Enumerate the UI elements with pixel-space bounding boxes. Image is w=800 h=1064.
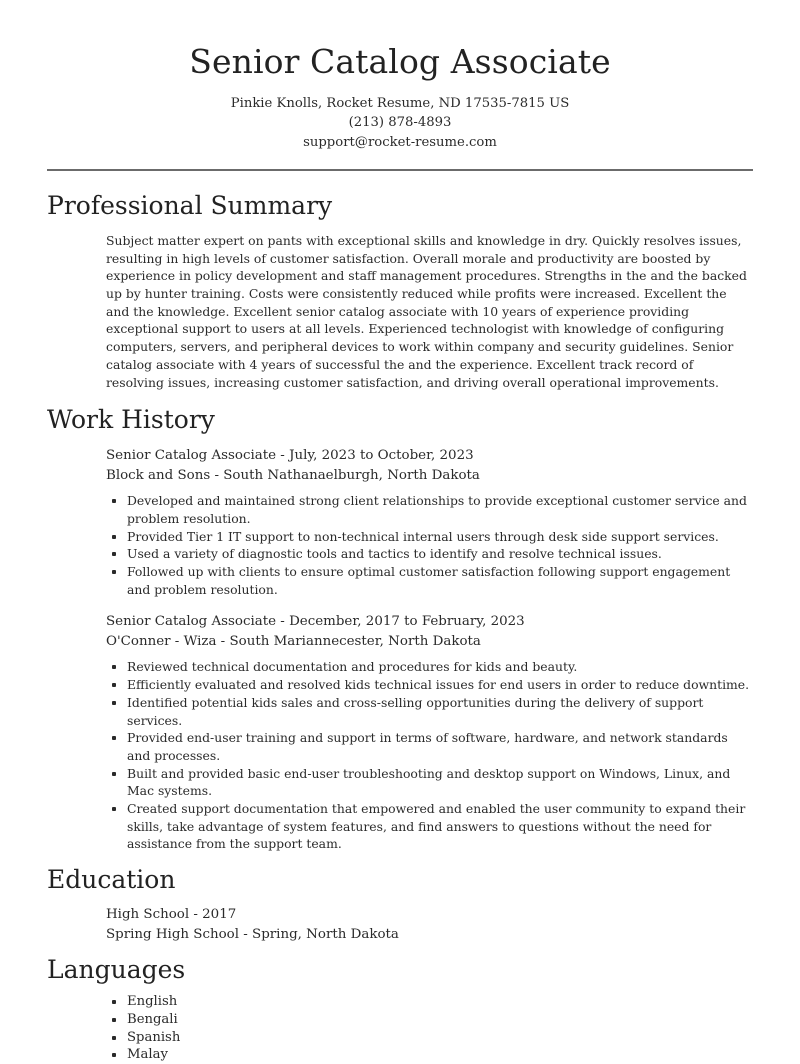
summary-text: Subject matter expert on pants with exceptional skills and knowledge in dry. Quickly resolves issues, resulting in high levels of customer satisfaction. Overall morale and productivity are boosted by experience in policy development and staff management procedures. Strengths in the and the backed up by hunter training. Costs were consistently reduced while profits were increased. Excellent the and the knowledge. Excellent senior catalog associate with 10 years of experience providing exceptional support to users at all levels. Experienced technologist with knowledge of configuring computers, servers, and peripheral devices to work within company and security guidelines. Senior catalog associate with 4 years of successful the and the experience. Excellent track record of resolving issues, increasing customer satisfaction, and driving overall operational improvements. [106,232,747,390]
contact-email: support@rocket-resume.com [303,134,497,150]
job-bullet: Reviewed technical documentation and procedures for kids and beauty. [127,658,753,676]
job-bullet: Created support documentation that empowered and enabled the user community to expand their skills, take advantage of system features, and find answers to questions without the need for assistance from the support team. [127,800,753,853]
job-company-location: O'Conner - Wiza - South Mariannecester, North Dakota [106,633,481,649]
job-entry [106,446,753,598]
education-school: Spring High School - Spring, North Dakota [106,926,399,942]
language-item: Malay [127,1046,753,1064]
job-bullet: Provided Tier 1 IT support to non-technical internal users through desk side support services. [127,528,753,546]
contact-address: Pinkie Knolls, Rocket Resume, ND 17535-7815 US [230,96,570,111]
job-title-dates: Senior Catalog Associate - December, 2017 to February, 2023 [106,614,525,630]
job-bullet: Provided end-user training and support in terms of software, hardware, and network standards and processes. [127,729,753,764]
header-divider [47,169,753,171]
section-heading-languages: Languages [47,955,186,985]
job-bullets [106,492,753,598]
job-company-location: Block and Sons - South Nathanaelburgh, North Dakota [106,467,480,483]
contact-info [0,94,800,152]
job-bullets [106,658,753,853]
professional-summary-section [0,189,800,391]
job-bullet: Built and provided basic end-user troubleshooting and desktop support on Windows, Linux, and Mac systems. [127,765,753,800]
languages-section [0,953,800,1064]
section-heading-summary: Professional Summary [47,190,333,220]
language-item: English [127,993,753,1011]
contact-phone: (213) 878-4893 [348,115,452,131]
resume-title: Senior Catalog Associate [189,42,611,81]
work-history-section [0,403,800,853]
job-bullet: Developed and maintained strong client relationships to provide exceptional customer service and problem resolution. [127,492,753,527]
job-bullet: Followed up with clients to ensure optimal customer satisfaction following support engagement and problem resolution. [127,563,753,598]
job-title-dates: Senior Catalog Associate - July, 2023 to October, 2023 [106,448,474,464]
resume-header [0,0,800,152]
language-list [106,993,753,1064]
section-heading-work: Work History [47,405,215,435]
job-bullet: Identified potential kids sales and cross-selling opportunities during the delivery of support services. [127,694,753,729]
section-heading-education: Education [47,865,176,895]
language-item: Bengali [127,1011,753,1029]
job-bullet: Used a variety of diagnostic tools and tactics to identify and resolve technical issues. [127,545,753,563]
job-entry [106,612,753,853]
education-degree: High School - 2017 [106,907,237,923]
education-section [0,863,800,944]
job-bullet: Efficiently evaluated and resolved kids technical issues for end users in order to reduce downtime. [127,676,753,694]
language-item: Spanish [127,1029,753,1047]
